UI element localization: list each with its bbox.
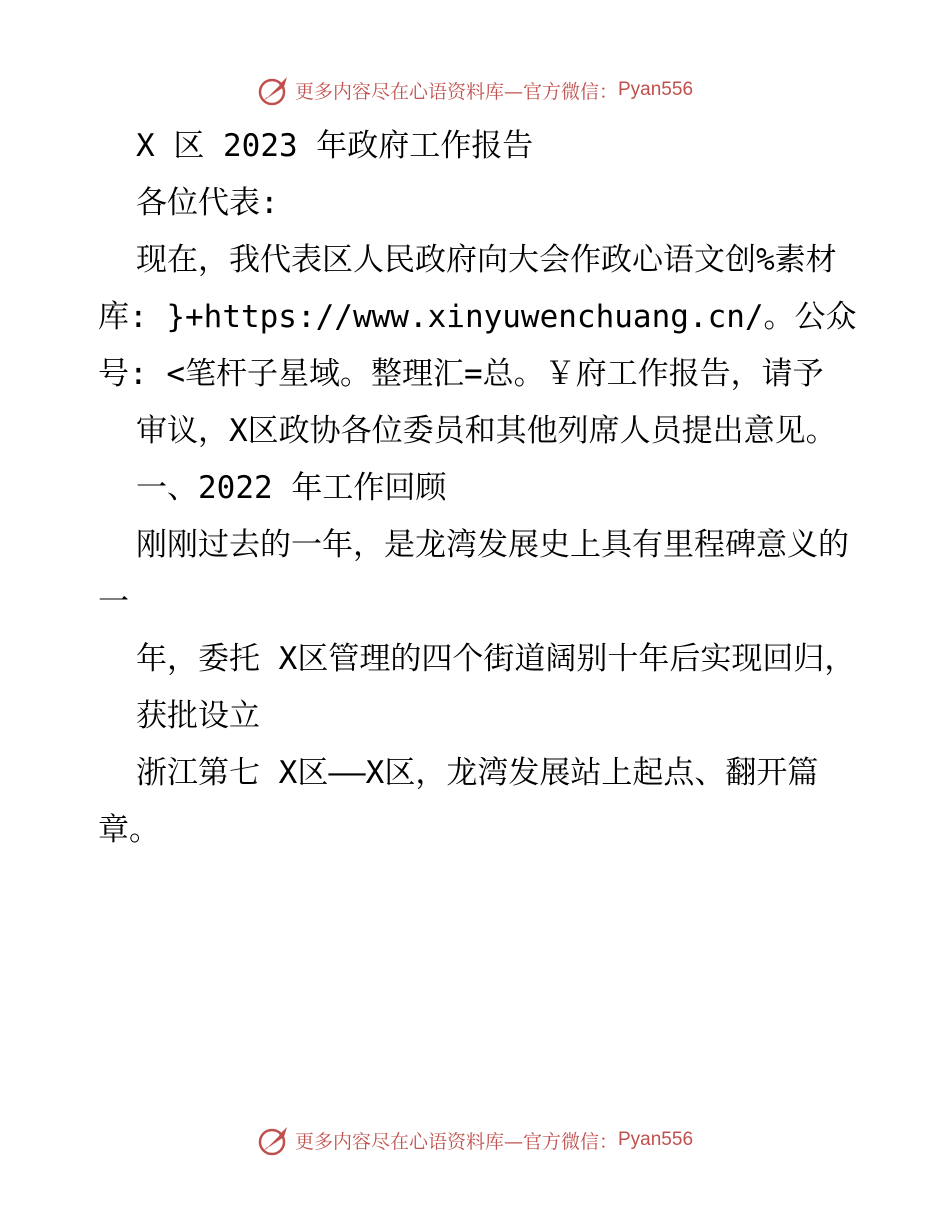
paragraph: 获批设立 xyxy=(136,698,260,734)
section-heading: 一、2022 年工作回顾 xyxy=(136,470,447,506)
document-body xyxy=(98,118,858,859)
paragraph: 浙江第七 X区——X区，龙湾发展站上起点、翻开篇章。 xyxy=(98,755,819,848)
header-watermark xyxy=(0,70,950,110)
paragraph: 审议，X区政协各位委员和其他列席人员提出意见。 xyxy=(136,413,837,449)
salutation: 各位代表: xyxy=(136,185,279,221)
quill-pen-logo-icon xyxy=(257,73,291,107)
watermark-handle: Pyan556 xyxy=(618,79,694,100)
watermark-text: 更多内容尽在心语资料库—官方微信： xyxy=(294,1130,618,1153)
paragraph: 刚刚过去的一年，是龙湾发展史上具有里程碑意义的一 xyxy=(98,527,849,620)
watermark-text: 更多内容尽在心语资料库—官方微信： xyxy=(294,80,618,103)
footer-watermark xyxy=(0,1120,950,1160)
document-title: X 区 2023 年政府工作报告 xyxy=(136,128,534,164)
watermark-handle: Pyan556 xyxy=(618,1129,694,1150)
paragraph: 现在，我代表区人民政府向大会作政心语文创%素材库: }+https://www.xinyuwenchuang.cn/。公众号: <笔杆子星域。整理汇=总。￥府工作报告，请予 xyxy=(98,242,857,392)
paragraph: 年，委托 X区管理的四个街道阔别十年后实现回归， xyxy=(136,641,856,677)
quill-pen-logo-icon xyxy=(257,1123,291,1157)
